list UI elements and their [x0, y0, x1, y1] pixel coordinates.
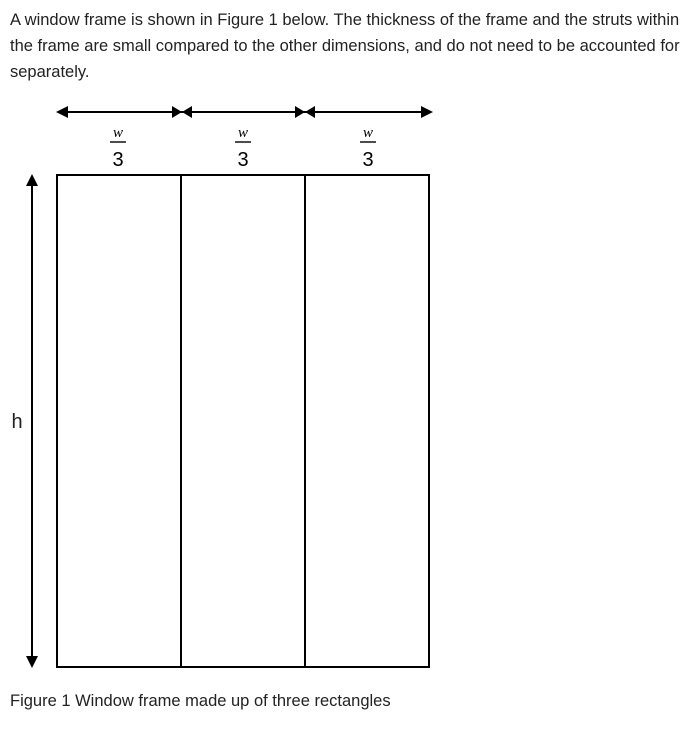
width-dimension-line [56, 106, 433, 118]
bowtie-marker-2b [305, 106, 315, 118]
frame-panel-3 [305, 175, 429, 667]
svg-text:3: 3 [237, 149, 249, 171]
bowtie-marker-2a [295, 106, 305, 118]
svg-text:w: w [112, 125, 124, 141]
frame-panel-2 [181, 175, 305, 667]
frame-panel-1 [57, 175, 181, 667]
bowtie-marker-1b [182, 106, 192, 118]
figure-caption: Figure 1 Window frame made up of three rectangles [10, 692, 391, 710]
svg-text:w: w [362, 125, 374, 141]
left-arrowhead [56, 106, 68, 118]
width-fraction-label-3 [360, 125, 376, 171]
top-arrowhead [26, 174, 38, 186]
width-fraction-label-2 [235, 125, 251, 171]
width-fraction-label-1 [110, 125, 126, 171]
height-dimension-line [26, 174, 38, 668]
svg-text:w: w [237, 125, 249, 141]
bottom-arrowhead [26, 656, 38, 668]
svg-text:3: 3 [112, 149, 124, 171]
window-frame [57, 175, 429, 667]
svg-text:3: 3 [362, 149, 374, 171]
intro-paragraph: A window frame is shown in Figure 1 below. The thickness of the frame and the struts within the frame are small compared to the other dimensions, and do not need to be accounted for separately. [10, 11, 680, 81]
right-arrowhead [421, 106, 433, 118]
height-label: h [11, 411, 23, 433]
bowtie-marker-1a [172, 106, 182, 118]
